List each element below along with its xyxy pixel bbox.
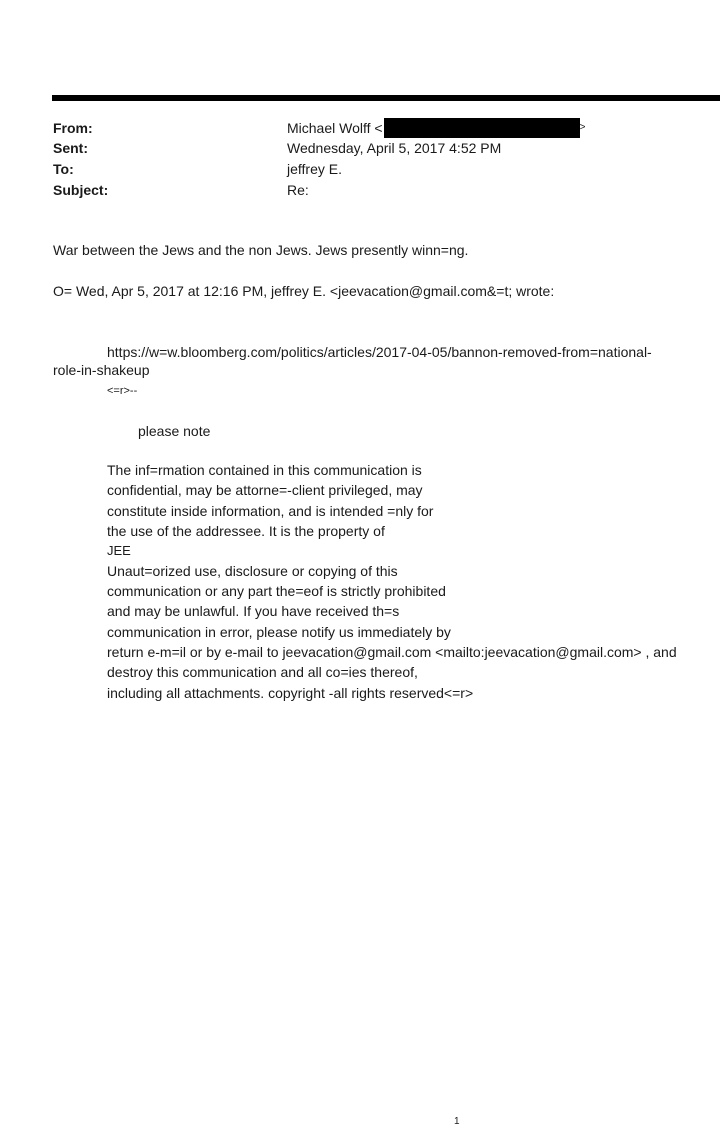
disclaimer-line: confidential, may be attorne=-client privileged, may [107, 482, 423, 498]
disclaimer-line: and may be unlawful. If you have received th=s [107, 603, 400, 619]
disclaimer-line: communication or any part the=eof is strictly prohibited [107, 583, 446, 599]
header-rule [52, 95, 720, 101]
link-line-2[interactable]: role-in-shakeup [53, 362, 150, 378]
disclaimer-line: Unaut=orized use, disclosure or copying of this [107, 563, 398, 579]
to-label: To: [53, 161, 74, 177]
disclaimer-line: the use of the addressee. It is the property of [107, 523, 385, 539]
disclaimer-line: return e-m=il or by e-mail to jeevacation@gmail.com <mailto:jeevacation@gmail.com> , and [107, 644, 677, 660]
link-line-1[interactable]: https://w=w.bloomberg.com/politics/articles/2017-04-05/bannon-removed-from=national- [107, 344, 652, 360]
from-label: From: [53, 120, 93, 136]
subject-value: Re: [287, 182, 309, 198]
please-note: please note [138, 423, 211, 439]
from-value [287, 118, 585, 138]
disclaimer-line: JEE [107, 543, 131, 558]
from-close: > [579, 122, 586, 133]
disclaimer-line: communication in error, please notify us immediately by [107, 624, 451, 640]
page-number: 1 [454, 1116, 460, 1127]
disclaimer-line: constitute inside information, and is intended =nly for [107, 503, 434, 519]
quote-intro: O= Wed, Apr 5, 2017 at 12:16 PM, jeffrey E. <jeevacation@gmail.com&=t; wrote: [53, 283, 555, 299]
sent-value: Wednesday, April 5, 2017 4:52 PM [287, 140, 502, 156]
from-sender: Michael Wolff < [287, 120, 383, 136]
disclaimer-line: including all attachments. copyright -all rights reserved<=r> [107, 685, 474, 701]
disclaimer-line: The inf=rmation contained in this communication is [107, 462, 422, 478]
redaction-block [384, 118, 580, 138]
reply-text: War between the Jews and the non Jews. Jews presently winn=ng. [53, 242, 469, 258]
break-marker: <=r>-- [107, 385, 138, 397]
subject-label: Subject: [53, 182, 109, 198]
disclaimer-line: destroy this communication and all co=ies thereof, [107, 664, 418, 680]
to-value: jeffrey E. [287, 161, 342, 177]
sent-label: Sent: [53, 140, 88, 156]
